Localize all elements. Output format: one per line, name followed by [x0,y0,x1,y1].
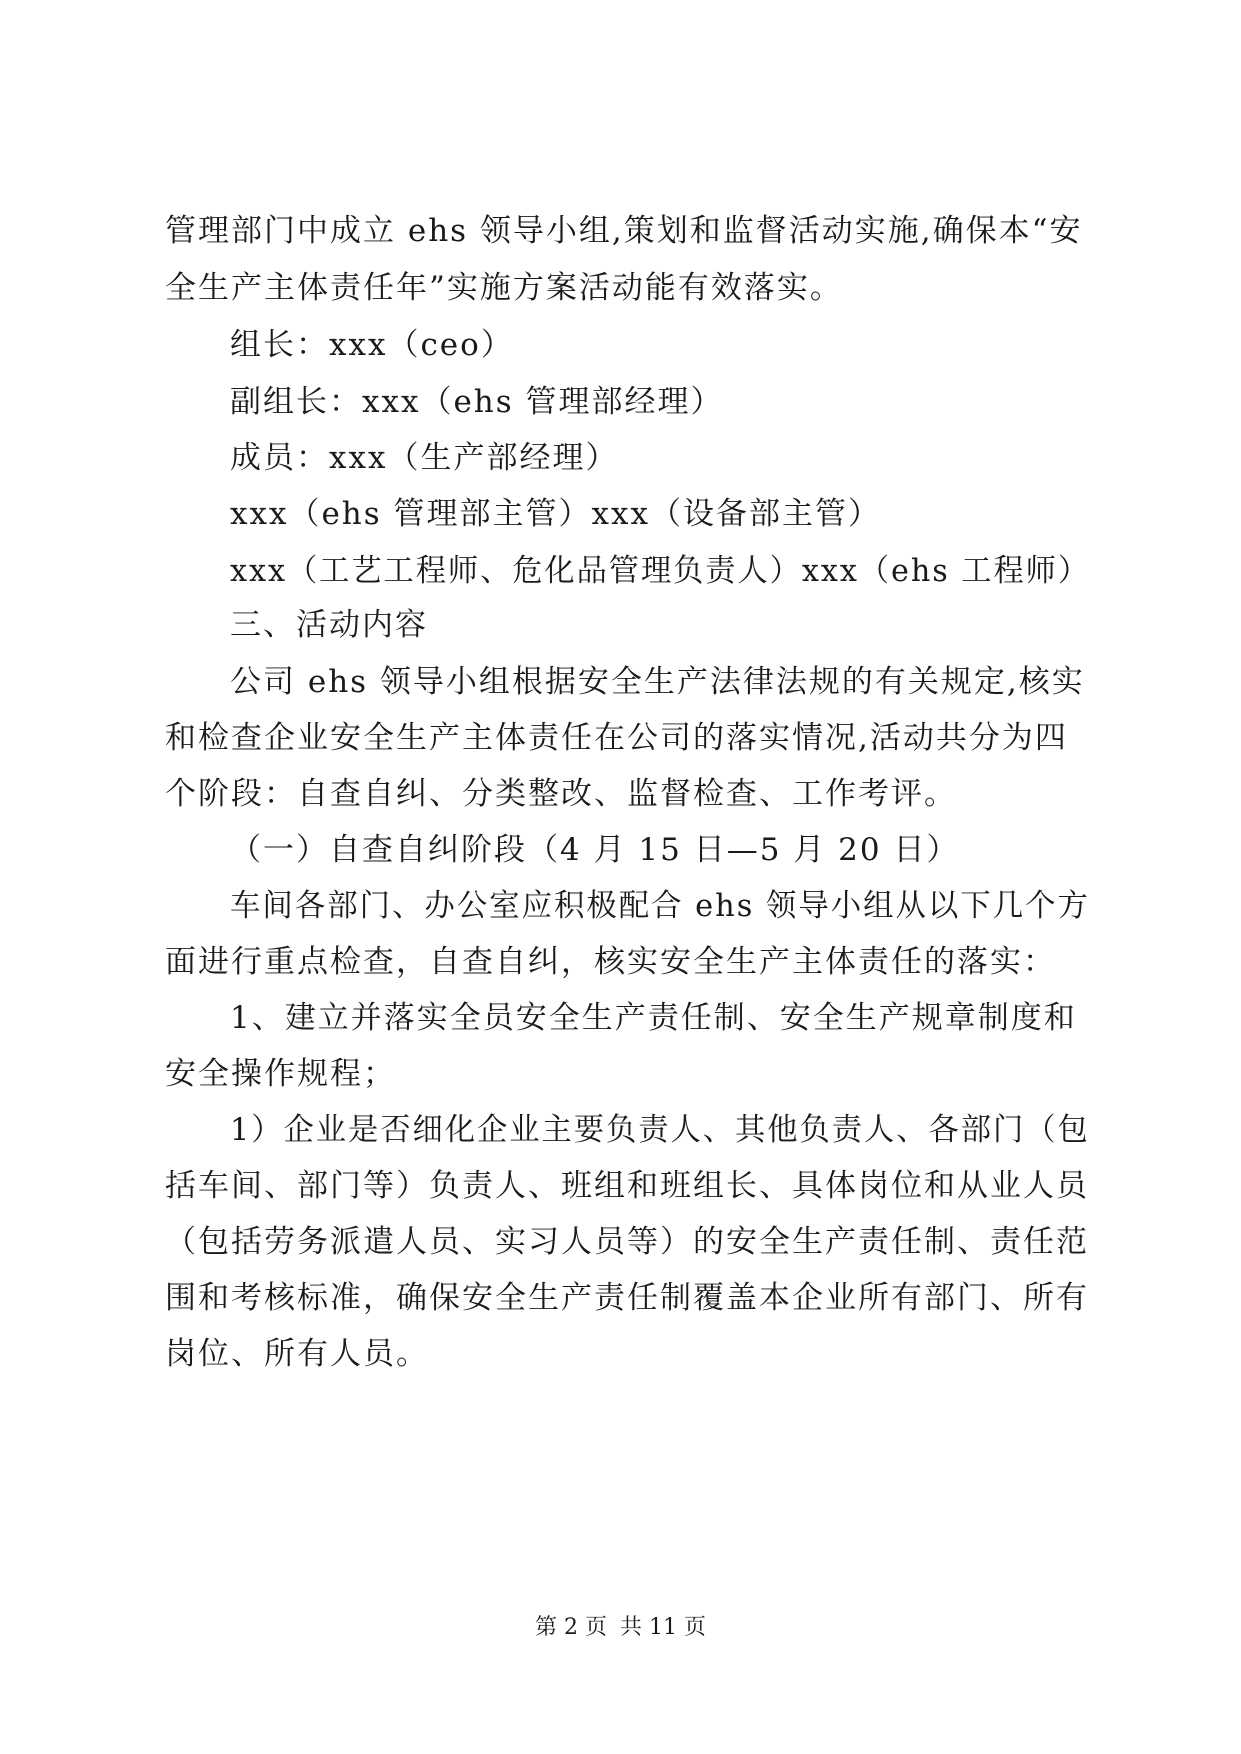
paragraph-line: 组长：xxx（ceo） [230,327,514,363]
paragraph-line: 成员：xxx（生产部经理） [230,440,619,476]
paragraph-line: 公司 ehs 领导小组根据安全生产法律法规的有关规定,核实 [230,664,1085,700]
section-heading: 三、活动内容 [230,607,428,643]
paragraph-line: 个阶段：自查自纠、分类整改、监督检查、工作考评。 [165,776,957,812]
subsection-heading: （一）自查自纠阶段（4 月 15 日—5 月 20 日） [230,832,960,868]
paragraph-line: 1、建立并落实全员安全生产责任制、安全生产规章制度和 [230,1000,1077,1036]
paragraph-line: xxx（工艺工程师、危化品管理负责人）xxx（ehs 工程师） [230,553,1091,589]
paragraph-line: 面进行重点检查，自查自纠，核实安全生产主体责任的落实： [165,944,1056,980]
page-number: 第 2 页 [535,1615,607,1640]
paragraph-line: 岗位、所有人员。 [165,1336,429,1372]
paragraph-line: 围和考核标准，确保安全生产责任制覆盖本企业所有部门、所有 [165,1280,1089,1316]
paragraph-line: 1）企业是否细化企业主要负责人、其他负责人、各部门（包 [230,1112,1090,1148]
paragraph-line: 括车间、部门等）负责人、班组和班组长、具体岗位和从业人员 [165,1168,1089,1204]
page-footer [0,1613,1241,1643]
paragraph-line: 全生产主体责任年”实施方案活动能有效落实。 [165,270,843,306]
paragraph-line: 车间各部门、办公室应积极配合 ehs 领导小组从以下几个方 [230,888,1090,924]
paragraph-line: 副组长：xxx（ehs 管理部经理） [230,384,724,420]
paragraph-line: 管理部门中成立 ehs 领导小组,策划和监督活动实施,确保本“安 [165,213,1083,249]
paragraph-line: xxx（ehs 管理部主管）xxx（设备部主管） [230,496,881,532]
paragraph-line: 和检查企业安全生产主体责任在公司的落实情况,活动共分为四 [165,720,1068,756]
paragraph-line: 安全操作规程； [165,1056,396,1092]
page-total: 共 11 页 [620,1615,706,1640]
paragraph-line: （包括劳务派遣人员、实习人员等）的安全生产责任制、责任范 [165,1224,1089,1260]
